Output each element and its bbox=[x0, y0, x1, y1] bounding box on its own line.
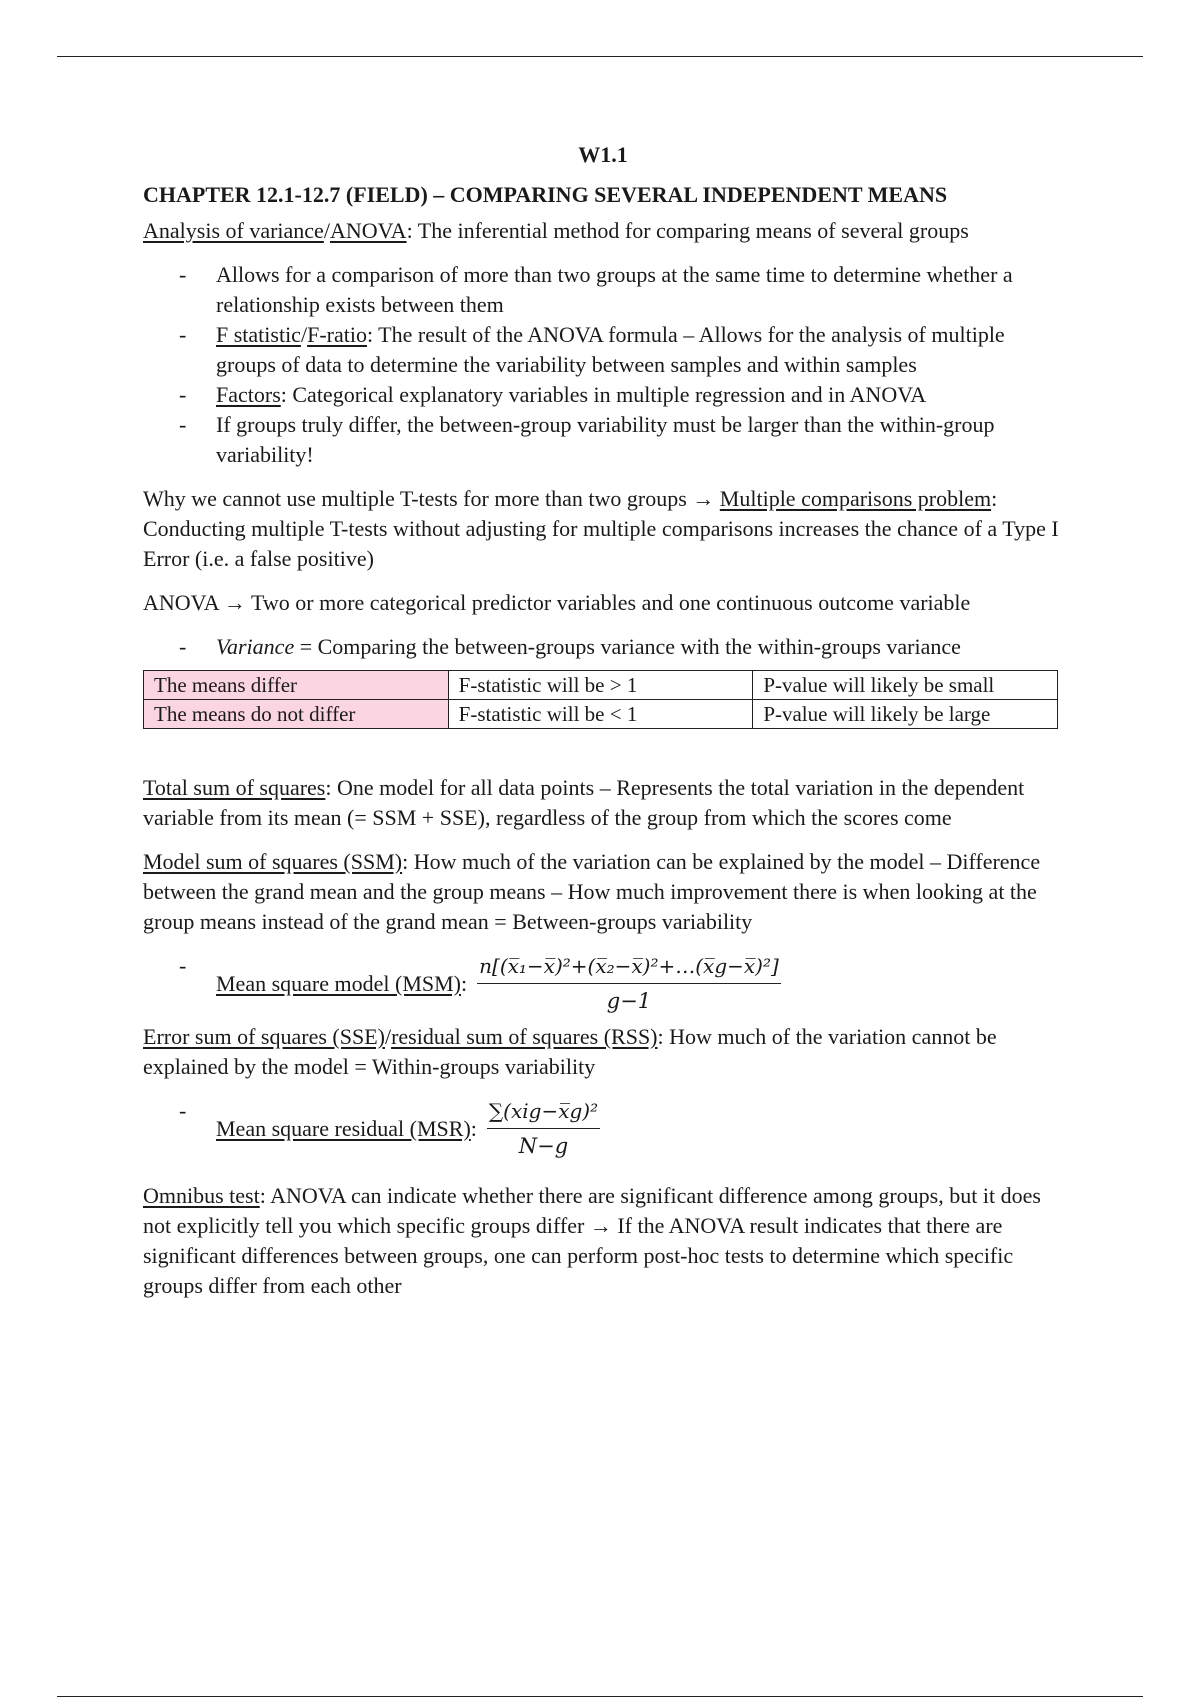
term-mean-square-model: Mean square model (MSM) bbox=[216, 970, 462, 996]
term-anova: ANOVA bbox=[329, 218, 407, 243]
term-f-statistic: F statistic bbox=[216, 322, 301, 347]
msr-numerator: ∑(xig−x̅g)² bbox=[487, 1096, 600, 1129]
msr-list bbox=[143, 1096, 1063, 1161]
term-error-sum-of-squares: Error sum of squares (SSE) bbox=[143, 1024, 385, 1049]
msm-formula-row: - Mean square model (MSM): $\frac{\text{n[(x̅₁−x̅)²+(x̅₂−x̅)²+…(x̅g−x̅)²]}}{g-1}$ bbox=[216, 951, 1063, 1016]
term-mean-square-residual: Mean square residual (MSR) bbox=[216, 1115, 471, 1141]
list-item bbox=[143, 1096, 1063, 1161]
table-row bbox=[144, 700, 1058, 729]
term-total-sum-of-squares: Total sum of squares bbox=[143, 775, 326, 800]
term-variance: Variance bbox=[216, 634, 295, 659]
anova-variables-paragraph: ANOVA → Two or more categorical predictor variables and one continuous outcome variable bbox=[143, 590, 971, 615]
term-f-ratio: F-ratio bbox=[307, 322, 367, 347]
msr-formula bbox=[487, 1096, 600, 1161]
msm-numerator: n[(x̅₁−x̅)²+(x̅₂−x̅)²+…(x̅g−x̅)²] bbox=[477, 951, 781, 984]
anova-bullet-list bbox=[143, 260, 1063, 470]
top-rule bbox=[57, 56, 1143, 57]
list-item: - Factors: Categorical explanatory variables in multiple regression and in ANOVA bbox=[143, 380, 1063, 410]
multiple-comparisons-paragraph: Why we cannot use multiple T-tests for more than two groups → Multiple comparisons problem: Conducting multiple T-tests without adjusting for multiple comparisons increases the chance of a Type I Error (i.e. a false positive) bbox=[143, 486, 1059, 571]
table-cell: P-value will likely be small bbox=[753, 671, 1058, 700]
chapter-heading: CHAPTER 12.1-12.7 (FIELD) – COMPARING SEVERAL INDEPENDENT MEANS bbox=[143, 182, 948, 207]
term-multiple-comparisons: Multiple comparisons problem bbox=[719, 486, 992, 511]
term-factors: Factors bbox=[216, 382, 281, 407]
table-cell: P-value will likely be large bbox=[753, 700, 1058, 729]
msr-formula-row: - Mean square residual (MSR): $\frac{\text{∑(xig−x̅g)²}}{N-g}$ bbox=[216, 1096, 1063, 1161]
total-ss-paragraph: Total sum of squares: One model for all data points – Represents the total variation in the dependent variable from its mean (= SSM + SSE), regardless of the group from which the scores come bbox=[143, 775, 1025, 830]
list-item: - If groups truly differ, the between-group variability must be larger than the within-group variability! bbox=[143, 410, 1063, 470]
variance-list bbox=[143, 632, 1063, 662]
table-cell: F-statistic will be > 1 bbox=[448, 671, 753, 700]
error-ss-paragraph: Error sum of squares (SSE)/residual sum of squares (RSS): How much of the variation cannot be explained by the model = Within-groups variability bbox=[143, 1024, 997, 1079]
model-ss-paragraph: Model sum of squares (SSM): How much of the variation can be explained by the model – Difference between the grand mean and the group means – How much improvement there is when looking at the group means instead of the grand mean = Between-groups variability bbox=[143, 849, 1041, 934]
msm-formula bbox=[477, 951, 781, 1016]
list-item: - F statistic/F-ratio: The result of the ANOVA formula – Allows for the analysis of multiple groups of data to determine the variability between samples and within samples bbox=[143, 320, 1063, 380]
list-item bbox=[143, 951, 1063, 1016]
bottom-rule bbox=[57, 1696, 1143, 1697]
f-statistic-table bbox=[143, 670, 1058, 729]
list-item: - Variance = Comparing the between-groups variance with the within-groups variance bbox=[143, 632, 1063, 662]
page-title: W1.1 bbox=[578, 142, 628, 167]
msr-denominator: N−g bbox=[518, 1134, 569, 1158]
term-model-sum-of-squares: Model sum of squares (SSM) bbox=[143, 849, 403, 874]
msm-list bbox=[143, 951, 1063, 1016]
msm-denominator: g−1 bbox=[606, 989, 652, 1013]
document-page bbox=[143, 140, 1063, 1315]
table-row bbox=[144, 671, 1058, 700]
term-analysis-of-variance: Analysis of variance bbox=[143, 218, 324, 243]
list-item: - Allows for a comparison of more than two groups at the same time to determine whether a relationship exists between them bbox=[143, 260, 1063, 320]
table-cell: The means do not differ bbox=[144, 700, 449, 729]
omnibus-paragraph: Omnibus test: ANOVA can indicate whether there are significant difference among groups, but it does not explicitly tell you which specific groups differ → If the ANOVA result indicates that there are significant differences between groups, one can perform post-hoc tests to determine which specific groups differ from each other bbox=[143, 1183, 1041, 1298]
table-cell: The means differ bbox=[144, 671, 449, 700]
term-residual-sum-of-squares: residual sum of squares (RSS) bbox=[391, 1024, 658, 1049]
term-omnibus-test: Omnibus test bbox=[143, 1183, 260, 1208]
anova-definition: Analysis of variance/ANOVA: The inferential method for comparing means of several groups bbox=[143, 218, 969, 243]
table-cell: F-statistic will be < 1 bbox=[448, 700, 753, 729]
